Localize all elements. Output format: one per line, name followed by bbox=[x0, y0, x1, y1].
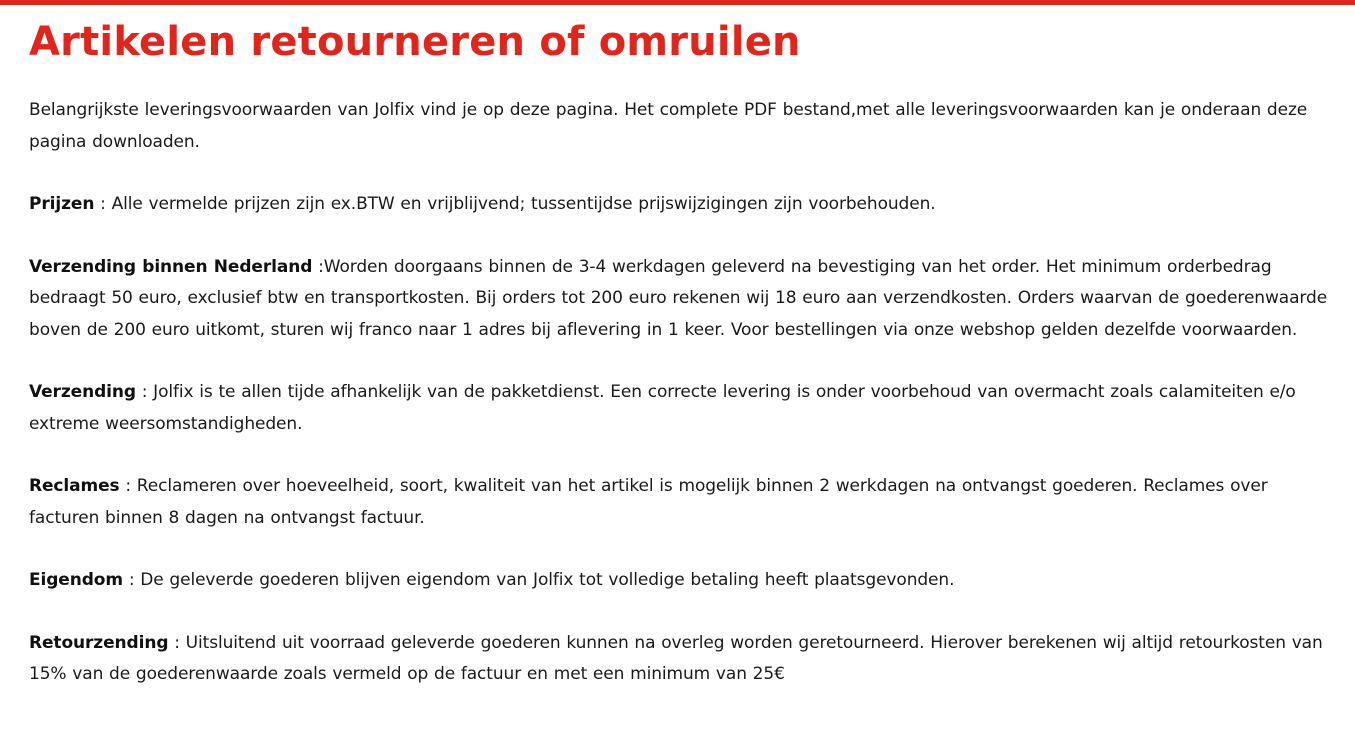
section-reclames bbox=[29, 471, 1339, 534]
section-text-reclames: : Reclameren over hoeveelheid, soort, kwaliteit van het artikel is mogelijk binnen 2 werkdagen na ontvangst goederen. Reclames over facturen binnen 8 dagen na ontvangst factuur. bbox=[29, 476, 1268, 528]
section-prijzen bbox=[29, 189, 1339, 221]
section-label-eigendom: Eigendom bbox=[29, 570, 124, 590]
section-label-reclames: Reclames bbox=[29, 476, 120, 496]
top-accent-bar bbox=[0, 0, 1355, 5]
section-label-verzending: Verzending bbox=[29, 382, 136, 402]
section-label-verzending-nederland: Verzending binnen Nederland bbox=[29, 256, 313, 277]
intro-paragraph: Belangrijkste leveringsvoorwaarden van Jolfix vind je op deze pagina. Het complete PDF bestand,met alle leveringsvoorwaarden kan je onderaan deze pagina downloaden. bbox=[29, 100, 1308, 152]
section-text-verzending: : Jolfix is te allen tijde afhankelijk van de pakketdienst. Een correcte levering is onder voorbehoud van overmacht zoals calamiteiten e/o extreme weersomstandigheden. bbox=[29, 382, 1296, 434]
section-label-prijzen: Prijzen bbox=[29, 194, 95, 214]
section-text-verzending-nederland: :Worden doorgaans binnen de 3-4 werkdagen geleverd na bevestiging van het order. Het minimum orderbedrag bedraagt 50 euro, exclusief btw en transportkosten. Bij orders tot 200 euro rekenen wij 18 euro aan verzendkosten. Orders waarvan de goederenwaarde boven de 200 euro uitkomt, sturen wij franco naar 1 adres bij aflevering in 1 keer. Voor bestellingen via onze webshop gelden dezelfde voorwaarden. bbox=[29, 256, 1328, 340]
section-verzending bbox=[29, 377, 1339, 440]
section-text-prijzen: : Alle vermelde prijzen zijn ex.BTW en vrijblijvend; tussentijdse prijswijzigingen zijn voorbehouden. bbox=[94, 194, 936, 214]
section-retourzending bbox=[29, 628, 1339, 691]
main-content bbox=[29, 14, 1339, 691]
section-text-eigendom: : De geleverde goederen blijven eigendom van Jolfix tot volledige betaling heeft plaatsgevonden. bbox=[123, 570, 955, 590]
page-title: Artikelen retourneren of omruilen bbox=[29, 19, 801, 65]
section-eigendom bbox=[29, 565, 1339, 597]
section-label-retourzending: Retourzending bbox=[29, 632, 169, 653]
section-text-retourzending: : Uitsluitend uit voorraad geleverde goederen kunnen na overleg worden geretourneerd. Hierover berekenen wij altijd retourkosten van 15% van de goederenwaarde zoals vermeld op de factuur en met een minimum van 25€ bbox=[29, 632, 1323, 684]
section-verzending-nederland bbox=[29, 252, 1339, 347]
